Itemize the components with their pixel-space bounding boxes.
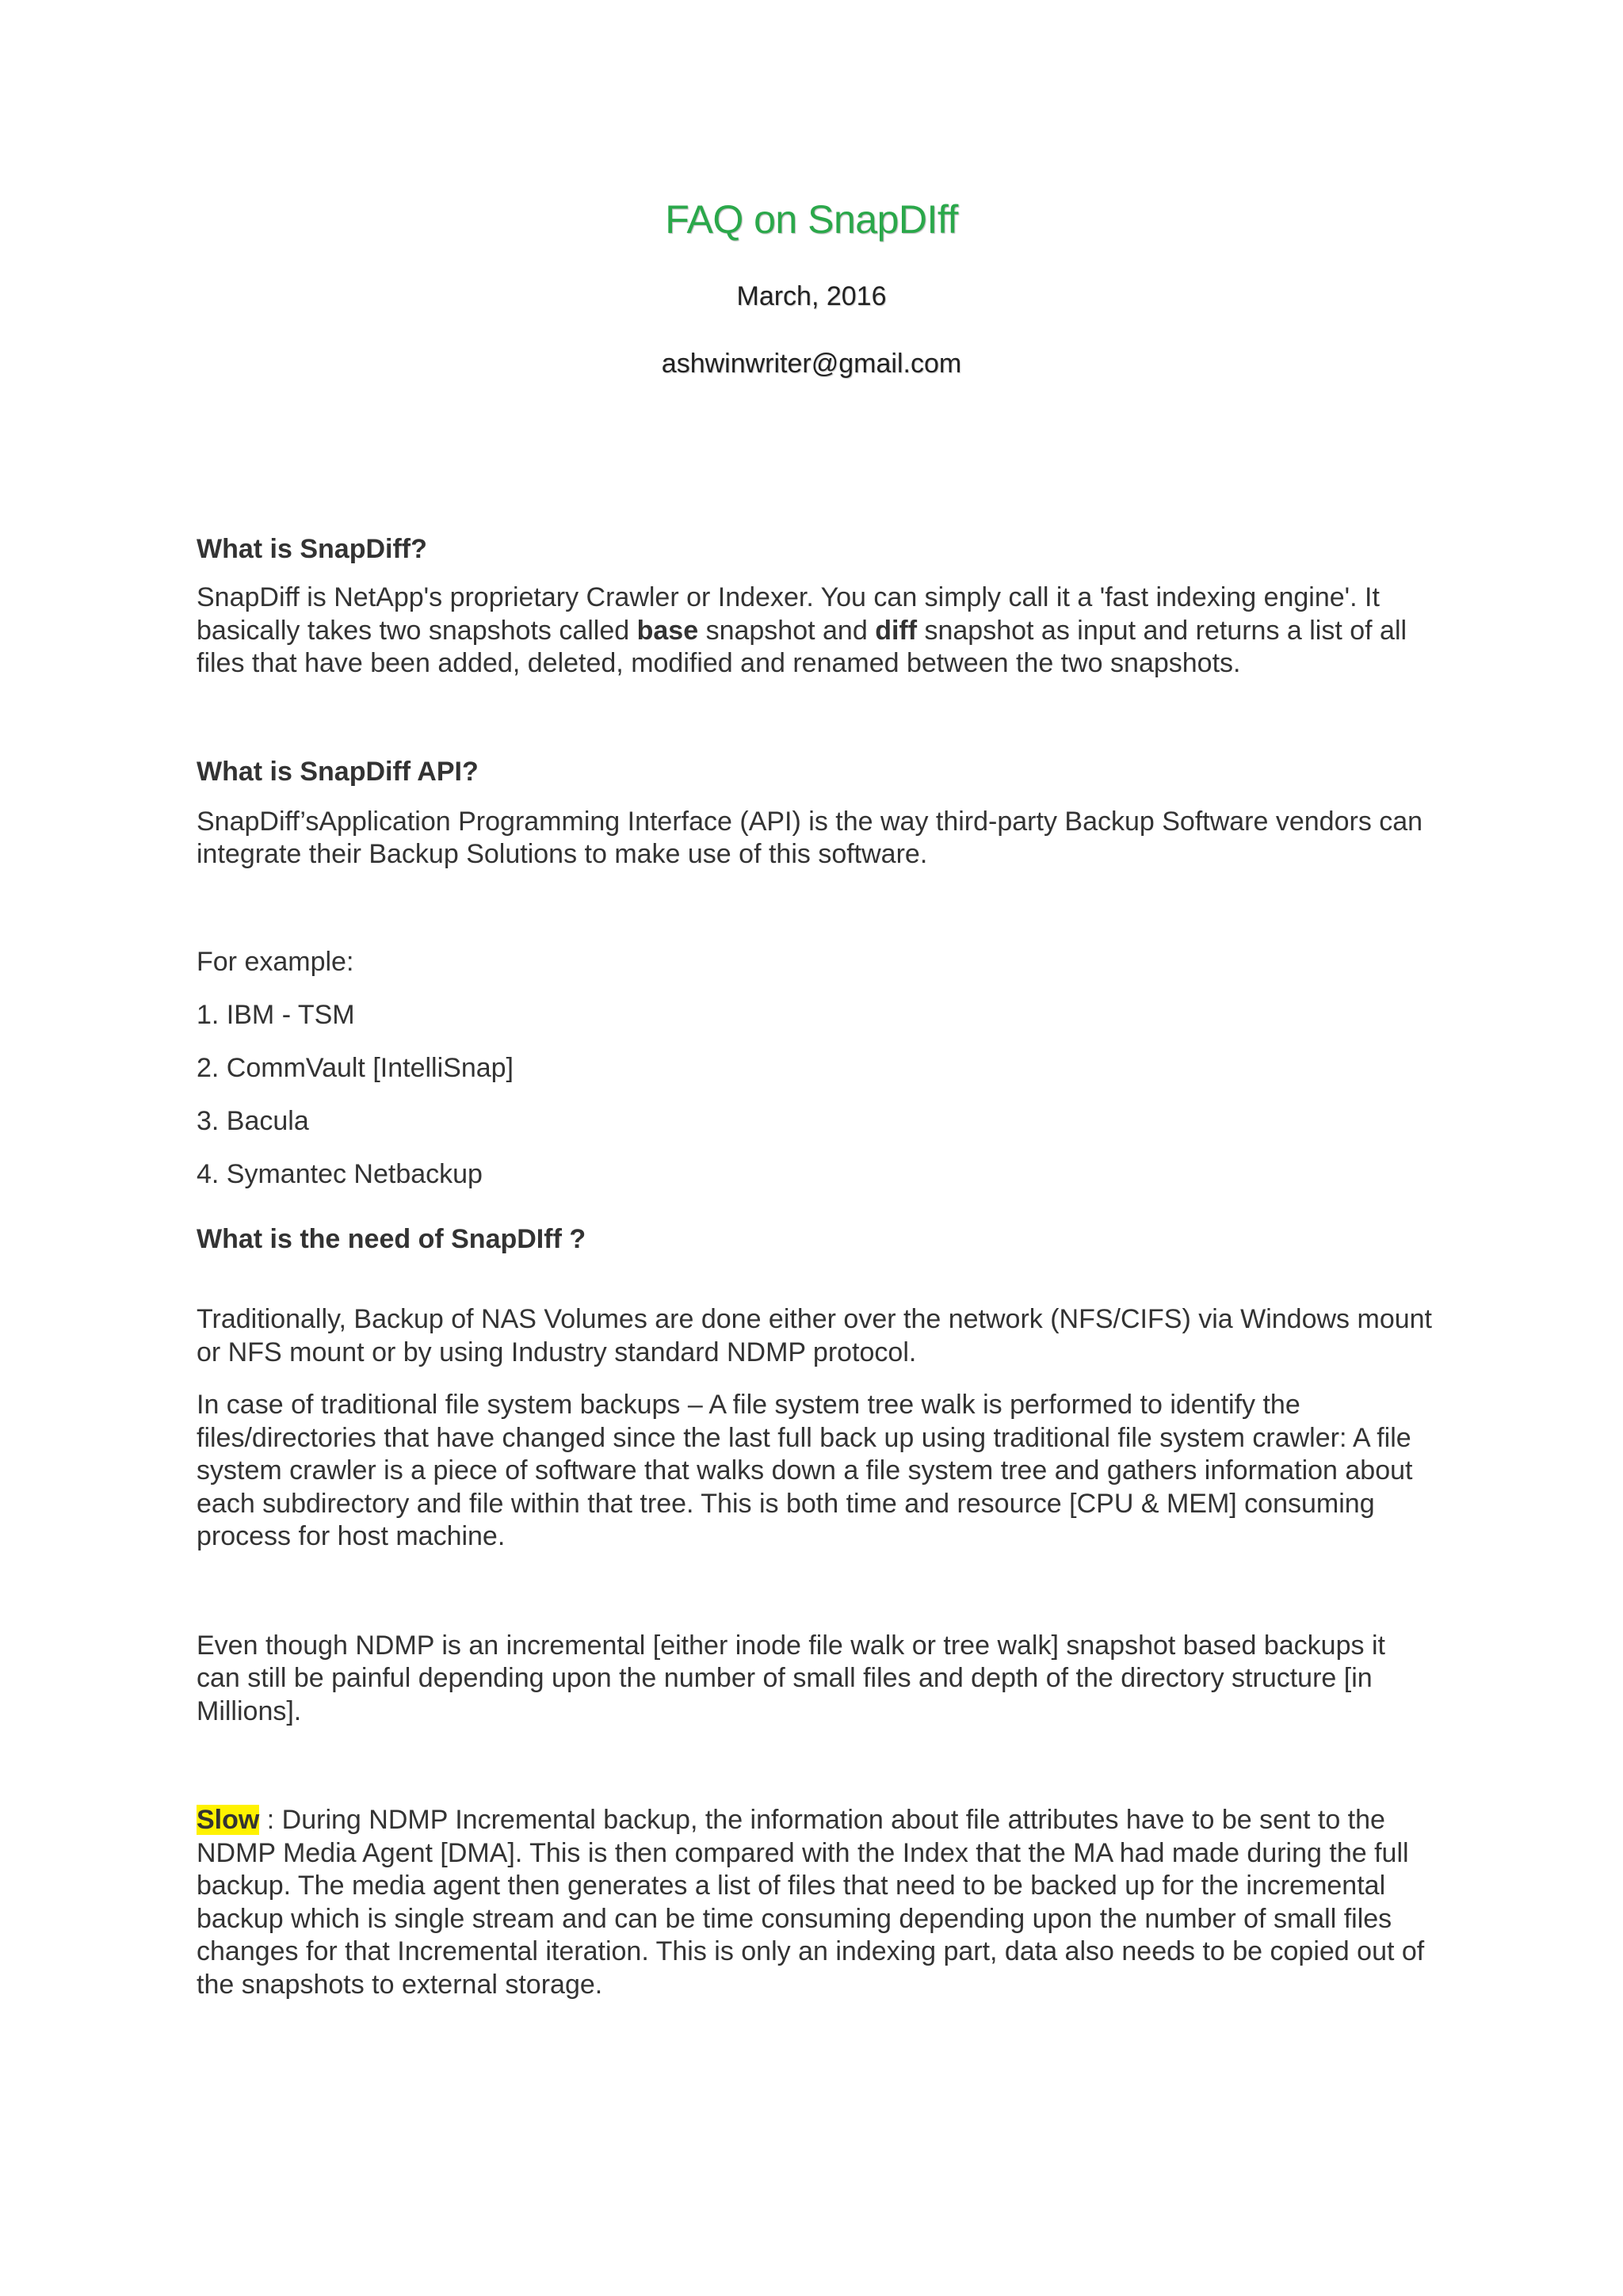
paragraph-slow xyxy=(197,1804,1433,2001)
example-intro: For example: xyxy=(197,946,354,977)
text-segment: SnapDiff is NetApp's proprietary Crawler or Indexer. You can simply call it a 'fast indexing engine'. It basically takes two snapshots called xyxy=(197,582,1380,646)
document-body xyxy=(197,532,1433,2001)
list-item: 2. CommVault [IntelliSnap] xyxy=(197,1053,514,1083)
author-email: ashwinwriter@gmail.com xyxy=(661,349,962,379)
paragraph-snapdiff-definition xyxy=(197,582,1433,681)
heading-need-of-snapdiff: What is the need of SnapDIff ? xyxy=(197,1224,586,1254)
list-item: 4. Symantec Netbackup xyxy=(197,1159,483,1189)
paragraph-snapdiff-api: SnapDiff’sApplication Programming Interface (API) is the way third-party Backup Software vendors can integrate their Backup Solutions to make use of this software. xyxy=(197,806,1423,869)
text-segment: snapshot as input and returns a list of all files that have been added, deleted, modified and renamed between the two snapshots. xyxy=(197,615,1407,678)
highlight-slow: Slow xyxy=(197,1805,260,1835)
bold-term-diff: diff xyxy=(875,615,918,646)
bold-term-base: base xyxy=(636,615,699,646)
paragraph-traditional-backup: Traditionally, Backup of NAS Volumes are done either over the network (NFS/CIFS) via Windows mount or NFS mount or by using Industry standard NDMP protocol. xyxy=(197,1304,1432,1367)
document-date: March, 2016 xyxy=(736,281,887,311)
text-segment: : During NDMP Incremental backup, the information about file attributes have to be sent to the NDMP Media Agent [DMA]. This is then compared with the Index that the MA had made during the full backup. The media agent then generates a list of files that need to be backed up for the incremental backup which is single stream and can be time consuming depending upon the number of small files changes for that Incremental iteration. This is only an indexing part, data also needs to be copied out of the snapshots to external storage. xyxy=(197,1805,1425,2000)
paragraph-ndmp-incremental: Even though NDMP is an incremental [either inode file walk or tree walk] snapshot based backups it can still be painful depending upon the number of small files and depth of the directory structure [in Millions]. xyxy=(197,1630,1385,1726)
heading-what-is-snapdiff: What is SnapDiff? xyxy=(197,534,427,564)
list-item: 3. Bacula xyxy=(197,1106,309,1136)
list-item: 1. IBM - TSM xyxy=(197,1000,355,1030)
paragraph-file-system-crawler: In case of traditional file system backups – A file system tree walk is performed to identify the files/directories that have changed since the last full back up using traditional file system crawler: A file system crawler is a piece of software that walks down a file system tree and gathers information about each subdirectory and file within that tree. This is both time and resource [CPU & MEM] consuming process for host machine. xyxy=(197,1390,1413,1551)
heading-what-is-snapdiff-api: What is SnapDiff API? xyxy=(197,756,479,787)
text-segment: snapshot and xyxy=(698,615,876,646)
document-title: FAQ on SnapDIff xyxy=(665,197,958,242)
